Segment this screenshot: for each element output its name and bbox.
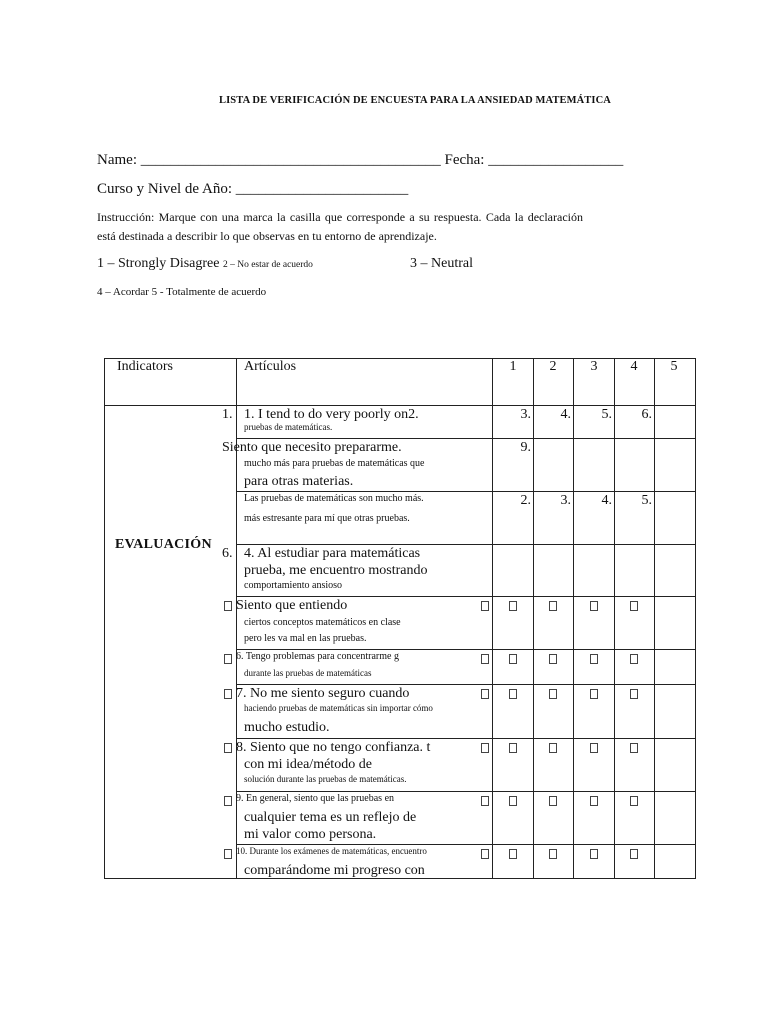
item-text-line: comparándome mi progreso con <box>244 863 425 878</box>
item-text-line: ciertos conceptos matemáticos en clase <box>244 617 401 628</box>
item-text-line: 4. Al estudiar para matemáticas <box>244 546 421 561</box>
document-title: LISTA DE VERIFICACIÓN DE ENCUESTA PARA LA ANSIEDAD MATEMÁTICA <box>219 95 611 106</box>
row-mark-number: 5. <box>641 493 652 508</box>
row-mark-number: 3. <box>520 407 531 422</box>
row-divider <box>236 649 695 650</box>
item-text-line: mucho estudio. <box>244 720 330 735</box>
instruction-text: Instrucción: Marque con una marca la casilla que corresponde a su respuesta. Cada la declaración está destinada a describir lo que observas en tu entorno de aprendizaje. <box>97 210 583 243</box>
indicator-evaluacion: EVALUACIÓN <box>115 537 212 552</box>
checkbox-icon[interactable] <box>224 796 232 806</box>
item-text-line: prueba, me encuentro mostrando <box>244 563 428 578</box>
course-line: Curso y Nivel de Año: _______________________ <box>97 181 409 197</box>
checkbox-icon[interactable] <box>590 849 598 859</box>
name-date-line: Name: ________________________________________ Fecha: __________________ <box>97 152 624 168</box>
item-text-line: 10. Durante los exámenes de matemáticas, encuentro <box>236 846 427 856</box>
row-mark-number: 6. <box>641 407 652 422</box>
row-divider <box>236 791 695 792</box>
checkbox-icon[interactable] <box>630 601 638 611</box>
row-divider <box>236 684 695 685</box>
item-text-line: mucho más para pruebas de matemáticas que <box>244 458 425 469</box>
checkbox-icon[interactable] <box>481 601 489 611</box>
item-text-line: comportamiento ansioso <box>244 580 343 591</box>
scale-neutral: 3 – Neutral <box>410 256 473 271</box>
checkbox-icon[interactable] <box>549 654 557 664</box>
checkbox-icon[interactable] <box>549 849 557 859</box>
row-divider <box>236 738 695 739</box>
checkbox-icon[interactable] <box>590 601 598 611</box>
item-text-line: pero les va mal en las pruebas. <box>244 633 367 644</box>
header-articulos: Artículos <box>244 359 297 374</box>
header-col-3: 3 <box>590 359 598 374</box>
item-text-line: para otras materias. <box>244 474 354 489</box>
checkbox-icon[interactable] <box>549 743 557 753</box>
item-text-line: haciendo pruebas de matemáticas sin importar cómo <box>244 703 433 713</box>
item-text-line: pruebas de matemáticas. <box>244 422 333 432</box>
header-indicators: Indicators <box>117 359 173 374</box>
row-lead-number: 6. <box>222 546 233 561</box>
checkbox-icon[interactable] <box>509 796 517 806</box>
checkbox-icon[interactable] <box>481 689 489 699</box>
checkbox-icon[interactable] <box>630 796 638 806</box>
item-text-line: durante las pruebas de matemáticas <box>244 668 372 678</box>
item-text-line: 8. Siento que no tengo confianza. t <box>236 740 431 755</box>
item-text-line: mi valor como persona. <box>244 827 377 842</box>
row-divider <box>236 438 695 439</box>
item-text-line: con mi idea/método de <box>244 757 372 772</box>
scale-line-1 <box>97 256 313 272</box>
row-lead-number: 1. <box>222 407 233 422</box>
item-text-line: Las pruebas de matemáticas son mucho más. <box>244 493 424 504</box>
checkbox-icon[interactable] <box>224 654 232 664</box>
header-col-4: 4 <box>630 359 638 374</box>
row-divider <box>236 844 695 845</box>
checkbox-icon[interactable] <box>549 796 557 806</box>
checkbox-icon[interactable] <box>590 743 598 753</box>
checkbox-icon[interactable] <box>509 601 517 611</box>
item-text-line: 6. Tengo problemas para concentrarme g <box>236 651 399 662</box>
scale-disagree: 2 – No estar de acuerdo <box>222 260 313 270</box>
checkbox-icon[interactable] <box>481 654 489 664</box>
row-divider <box>236 596 695 597</box>
checkbox-icon[interactable] <box>630 743 638 753</box>
checkbox-icon[interactable] <box>590 689 598 699</box>
header-divider <box>105 405 695 406</box>
row-divider <box>236 491 695 492</box>
item-text-line: más estresante para mí que otras pruebas. <box>244 513 410 524</box>
row-divider <box>236 544 695 545</box>
checkbox-icon[interactable] <box>481 796 489 806</box>
item-text-line: Siento que entiendo <box>236 598 348 613</box>
checkbox-icon[interactable] <box>224 601 232 611</box>
row-mark-number: 5. <box>601 407 612 422</box>
checkbox-icon[interactable] <box>630 689 638 699</box>
col-divider <box>533 359 534 878</box>
checkbox-icon[interactable] <box>481 849 489 859</box>
row-mark-number: 4. <box>560 407 571 422</box>
item-text-line: 1. I tend to do very poorly on2. <box>244 407 419 422</box>
row-mark-number: 3. <box>560 493 571 508</box>
scale-strongly-disagree: 1 – Strongly Disagree <box>97 256 220 271</box>
checkbox-icon[interactable] <box>224 743 232 753</box>
item-text-line: 9. En general, siento que las pruebas en <box>236 793 395 804</box>
item-text-line: Siento que necesito prepararme. <box>222 440 402 455</box>
header-col-1: 1 <box>509 359 517 374</box>
checkbox-icon[interactable] <box>590 654 598 664</box>
checkbox-icon[interactable] <box>549 689 557 699</box>
checkbox-icon[interactable] <box>509 654 517 664</box>
col-divider <box>573 359 574 878</box>
checkbox-icon[interactable] <box>224 689 232 699</box>
checkbox-icon[interactable] <box>481 743 489 753</box>
col-divider <box>492 359 493 878</box>
checkbox-icon[interactable] <box>590 796 598 806</box>
item-text-line: 7. No me siento seguro cuando <box>236 686 410 701</box>
checkbox-icon[interactable] <box>224 849 232 859</box>
checkbox-icon[interactable] <box>509 689 517 699</box>
header-col-2: 2 <box>549 359 557 374</box>
row-mark-number: 2. <box>520 493 531 508</box>
scale-line-2: 4 – Acordar 5 - Totalmente de acuerdo <box>97 286 267 298</box>
item-text-line: solución durante las pruebas de matemáticas. <box>244 774 407 784</box>
checkbox-icon[interactable] <box>630 849 638 859</box>
col-divider <box>654 359 655 878</box>
checkbox-icon[interactable] <box>630 654 638 664</box>
col-divider <box>614 359 615 878</box>
checkbox-icon[interactable] <box>509 743 517 753</box>
survey-table <box>104 358 696 879</box>
row-mark-number: 9. <box>520 440 531 455</box>
row-mark-number: 4. <box>601 493 612 508</box>
header-col-5: 5 <box>670 359 678 374</box>
item-text-line: cualquier tema es un reflejo de <box>244 810 417 825</box>
checkbox-icon[interactable] <box>509 849 517 859</box>
checkbox-icon[interactable] <box>549 601 557 611</box>
